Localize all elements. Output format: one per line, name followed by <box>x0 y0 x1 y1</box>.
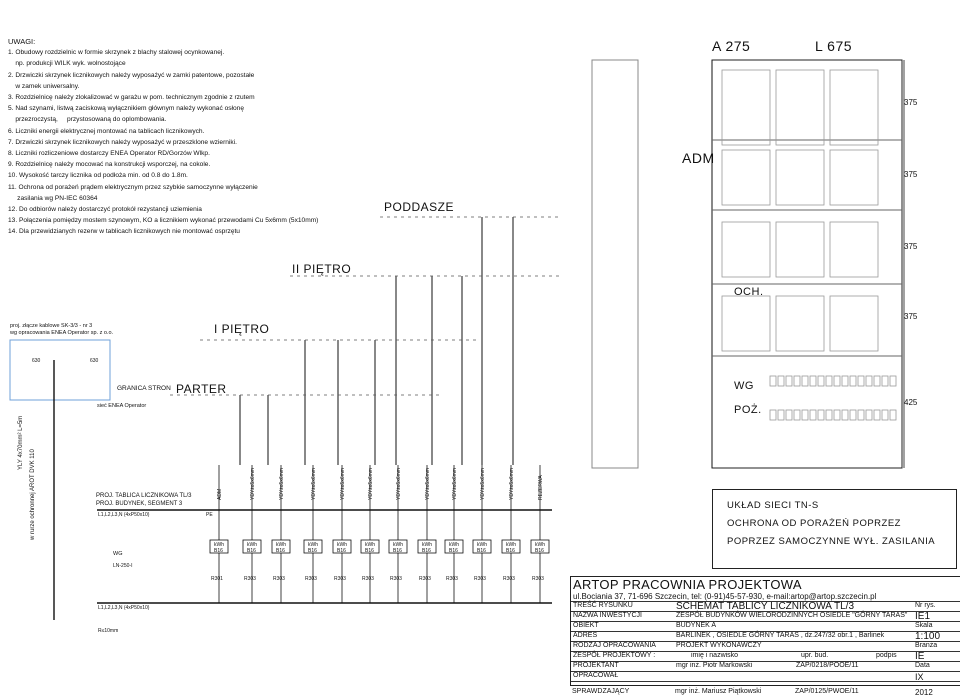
feed-cable-label: YDYżo5x6mm <box>279 468 285 500</box>
company-address: ul.Bociania 37, 71-696 Szczecin, tel: (0-91)45-57-930, e-mail:artop@artop.szczecin.pl <box>573 592 877 601</box>
cabinet-meter-slot <box>776 296 824 351</box>
note-item: 6. Liczniki energii elektrycznej montować na tablicach licznikowych. <box>8 127 205 135</box>
cabinet-breaker <box>802 376 808 386</box>
breaker-label: B16 <box>365 548 374 554</box>
row-dimension: 425 <box>904 398 918 407</box>
boundary-label: GRANICA STRON <box>117 385 171 392</box>
cabinet-meter-slot <box>830 150 878 205</box>
meter-id-label: R303 <box>273 576 285 582</box>
feed-cable-label: ADM <box>217 488 223 500</box>
cabinet-breaker <box>770 410 776 420</box>
breaker-label: B16 <box>449 548 458 554</box>
kwh-label: kWh <box>276 542 286 548</box>
cabinet-breaker <box>786 376 792 386</box>
cabinet-breaker <box>826 410 832 420</box>
note-item: 12. Do odbiorów należy dostarczyć protokół rezystancji uziemienia <box>8 206 202 214</box>
kwh-label: kWh <box>214 542 224 548</box>
network-label: sieć ENEA Operator <box>97 403 147 409</box>
cabinet-breaker <box>826 376 832 386</box>
floor-label-ground: PARTER <box>176 382 227 396</box>
floor-label-first: I PIĘTRO <box>214 322 270 336</box>
tb-row-checker <box>571 681 960 686</box>
cabinet-meter-slot <box>830 296 878 351</box>
proj-board-label: PROJ. TABLICA LICZNIKOWA TL/3 <box>96 493 192 499</box>
cabinet-breaker <box>810 376 816 386</box>
kwh-label: kWh <box>365 542 375 548</box>
breaker-label: B16 <box>308 548 317 554</box>
cabinet-breaker <box>818 410 824 420</box>
year: 2012 <box>915 688 933 697</box>
kwh-label: kWh <box>535 542 545 548</box>
feed-cable-label: YDYżo5x6mm <box>368 468 374 500</box>
cabinet-breaker <box>850 376 856 386</box>
note-item: przezroczystą, przystosowaną do oplombowania. <box>8 116 167 124</box>
cabinet-breaker <box>890 376 896 386</box>
row-dimension: 375 <box>904 170 918 179</box>
note-item: 10. Wysokość tarczy licznika od podłoża min. od 0.8 do 1.8m. <box>8 172 188 180</box>
cabinet-breaker <box>858 410 864 420</box>
tb-row-object: OBIEKT BUDYNEK A Skala <box>571 621 960 632</box>
cabinet-breaker <box>810 410 816 420</box>
cabinet-breaker <box>858 376 864 386</box>
floor-label-second: II PIĘTRO <box>292 262 352 276</box>
feed-cable-label: YDYżo5x6mm <box>452 468 458 500</box>
notes-list <box>8 47 368 237</box>
fuse-a: 630 <box>32 358 41 364</box>
network-line-3: POPRZEZ SAMOCZYNNE WYŁ. ZASILANIA <box>727 536 936 547</box>
cabinet-breaker <box>778 376 784 386</box>
cabinet-meter-slot <box>722 296 770 351</box>
kwh-label: kWh <box>337 542 347 548</box>
cabinet-breaker <box>882 376 888 386</box>
tb-row-prepared: OPRACOWAŁ IX <box>571 671 960 682</box>
breaker-label: B16 <box>393 548 402 554</box>
kwh-label: kWh <box>247 542 257 548</box>
feed-cable-label: REZERWA <box>538 475 544 500</box>
cabinet-breaker <box>842 410 848 420</box>
meter-id-label: R303 <box>390 576 402 582</box>
cabinet-height: L 675 <box>815 38 853 54</box>
cabinet-breaker <box>842 376 848 386</box>
cable-label: YLY 4x70mm² L=5m <box>18 415 24 470</box>
busbar-bottom-label: L1,L2,L3,N (4xP50x10) <box>98 605 150 611</box>
meter-id-label: R303 <box>244 576 256 582</box>
meter-id-label: R303 <box>419 576 431 582</box>
cabinet-poz: POŻ. <box>734 404 762 416</box>
cable-junction-box <box>10 340 110 400</box>
breaker-label: B16 <box>477 548 486 554</box>
tb-row-address: ADRES BARLINEK , OSIEDLE GÓRNY TARAS , dz.247/32 obr.1 , Barlinek 1:100 <box>571 631 960 642</box>
cabinet-breaker <box>778 410 784 420</box>
notes-title: UWAGI: <box>8 37 36 46</box>
cabinet-breaker <box>890 410 896 420</box>
network-line-1: UKŁAD SIECI TN-S <box>727 500 819 511</box>
tb-row-type: RODZAJ OPRACOWANIA PROJEKT WYKONAWCZY Branża <box>571 641 960 652</box>
kwh-label: kWh <box>506 542 516 548</box>
network-line-2: OCHRONA OD PORAŻEŃ POPRZEZ <box>727 518 901 529</box>
note-item: w zamek uniwersalny. <box>8 82 80 90</box>
note-item: 5. Nad szynami, listwą zaciskową wyłącznikiem głównym należy wykonać osłonę <box>8 105 245 113</box>
cabinet-breaker <box>882 410 888 420</box>
kwh-label: kWh <box>477 542 487 548</box>
kwh-label: kWh <box>449 542 459 548</box>
checker-label: SPRAWDZAJĄCY <box>572 688 630 695</box>
note-item: 8. Liczniki rozliczeniowe dostarczy ENEA Operator RD/Gorzów Wlkp. <box>8 150 210 158</box>
breaker-label: B16 <box>276 548 285 554</box>
note-item: 2. Drzwiczki skrzynek licznikowych należy wyposażyć w zamki patentowe, pozostałe <box>8 71 255 79</box>
row-dimension: 375 <box>904 98 918 107</box>
tb-row-title: TREŚĆ RYSUNKU SCHEMAT TABLICY LICZNIKOWA TL/3 Nr rys. <box>571 601 960 612</box>
breaker-label: B16 <box>337 548 346 554</box>
cabinet-breaker <box>794 410 800 420</box>
checker-perm: ZAP/0125/PWOE/11 <box>795 688 859 695</box>
cabinet-breaker <box>866 410 872 420</box>
tb-row-team: ZESPÓŁ PROJEKTOWY : imię i nazwisko upr. bud. podpis IE <box>571 651 960 662</box>
note-item: zasilania wg PN-IEC 60364 <box>8 194 98 202</box>
kwh-label: kWh <box>422 542 432 548</box>
cabinet-meter-slot <box>830 222 878 277</box>
note-item: np. produkcji WILK wyk. wolnostojące <box>8 60 126 68</box>
network-info-box <box>712 489 957 569</box>
meter-id-label: R303 <box>446 576 458 582</box>
cabinet-breaker <box>874 376 880 386</box>
cabinet-breaker <box>818 376 824 386</box>
meter-id-label: R303 <box>362 576 374 582</box>
cabinet-meter-slot <box>722 222 770 277</box>
cabinet-breaker <box>802 410 808 420</box>
cabinet-breaker <box>786 410 792 420</box>
tb-row-investment: NAZWA INWESTYCJI ZESPÓŁ BUDYNKÓW WIELORODZINNYCH OSIEDLE "GÓRNY TARAS" IE1 <box>571 611 960 622</box>
busbar-top-label: L1,L2,L3,N (4xP50x10) <box>98 512 150 518</box>
breaker-label: B16 <box>214 548 223 554</box>
kwh-label: kWh <box>393 542 403 548</box>
note-item: 9. Rozdzielnicę należy mocować na konstrukcji wsporczej, na cokole. <box>8 161 211 169</box>
cabinet-breaker <box>874 410 880 420</box>
breaker-label: B16 <box>535 548 544 554</box>
adm-panel <box>592 60 638 468</box>
cabinet-meter-slot <box>776 222 824 277</box>
earth-label: R≤10mm <box>98 628 119 634</box>
meter-id-label: R301 <box>211 576 223 582</box>
switch-type-label: LN-250-I <box>113 563 133 569</box>
notes-block <box>8 36 368 238</box>
cabinet-breaker <box>794 376 800 386</box>
cabinet-meter-slot <box>776 70 824 145</box>
meter-id-label: R303 <box>334 576 346 582</box>
feed-cable-label: YDYżo5x6mm <box>250 468 256 500</box>
cable-note-2: wg opracowania ENEA Operator sp. z o.o. <box>10 330 114 336</box>
meter-id-label: R303 <box>503 576 515 582</box>
row-dimension: 375 <box>904 242 918 251</box>
cabinet-breaker <box>770 376 776 386</box>
kwh-label: kWh <box>308 542 318 548</box>
row-dimension: 375 <box>904 312 918 321</box>
conduit-label: w rurze ochronnej AROT DVK 110 <box>30 449 36 540</box>
breaker-label: B16 <box>247 548 256 554</box>
cabinet-breaker <box>866 376 872 386</box>
cabinet-width: A 275 <box>712 38 751 54</box>
cabinet-breaker <box>834 376 840 386</box>
cabinet-meter-slot <box>722 70 770 145</box>
cabinet-adm: ADM <box>682 150 715 166</box>
checker-name: mgr inż. Mariusz Piątkowski <box>675 688 762 695</box>
note-item: 7. Drzwiczki skrzynek licznikowych należy wyposażyć w przeszklone wzierniki. <box>8 138 238 146</box>
cabinet-meter-slot <box>722 150 770 205</box>
cable-note-1: proj. złącze kablowe SK-3/3 - nr 3 <box>10 323 93 329</box>
title-block <box>570 576 960 686</box>
cabinet-breaker <box>834 410 840 420</box>
feed-cable-label: YDYżo5x6mm <box>396 468 402 500</box>
meter-id-label: R303 <box>474 576 486 582</box>
meter-id-label: R303 <box>305 576 317 582</box>
cabinet-wg: WG <box>734 380 754 392</box>
feed-cable-label: YDYżo5x6mm <box>340 468 346 500</box>
cabinet-breaker <box>850 410 856 420</box>
feed-cable-label: YDYżo5x6mm <box>311 468 317 500</box>
note-item: 1. Obudowy rozdzielnic w formie skrzynek z blachy stalowej ocynkowanej. <box>8 49 225 57</box>
note-item: 3. Rozdzielnicę należy zlokalizować w garażu w pom. technicznym zgodnie z rzutem <box>8 94 255 102</box>
floor-label-attic: PODDASZE <box>384 200 455 214</box>
fuse-b: 630 <box>90 358 99 364</box>
company-name: ARTOP PRACOWNIA PROJEKTOWA <box>573 577 802 592</box>
main-switch-label: WG <box>113 551 123 557</box>
tb-row-designer: PROJEKTANT mgr inż. Piotr Markowski ZAP/0218/POOE/11 Data <box>571 661 960 672</box>
cabinet-meter-slot <box>830 70 878 145</box>
breaker-label: B16 <box>422 548 431 554</box>
note-item: 14. Dla przewidzianych rezerw w tablicach licznikowych nie montować osprzętu <box>8 228 240 236</box>
feed-cable-label: YDYżo5x6mm <box>509 468 515 500</box>
pe-label: PE <box>206 512 213 518</box>
note-item: 11. Ochrona od porażeń prądem elektrycznym przez szybkie samoczynne wyłączenie <box>8 183 258 191</box>
cabinet-meter-slot <box>776 150 824 205</box>
breaker-label: B16 <box>506 548 515 554</box>
feed-cable-label: YDYżo5x6mm <box>425 468 431 500</box>
proj-building-label: PROJ. BUDYNEK, SEGMENT 3 <box>96 501 183 507</box>
note-item: 13. Połączenia pomiędzy mostem szynowym, KO a licznikiem wykonać przewodami Cu 5x6mm (5x10mm) <box>8 217 319 225</box>
feed-cable-label: YDYżo5x6mm <box>480 468 486 500</box>
cabinet-och: OCH. <box>734 286 764 298</box>
meter-id-label: R303 <box>532 576 544 582</box>
